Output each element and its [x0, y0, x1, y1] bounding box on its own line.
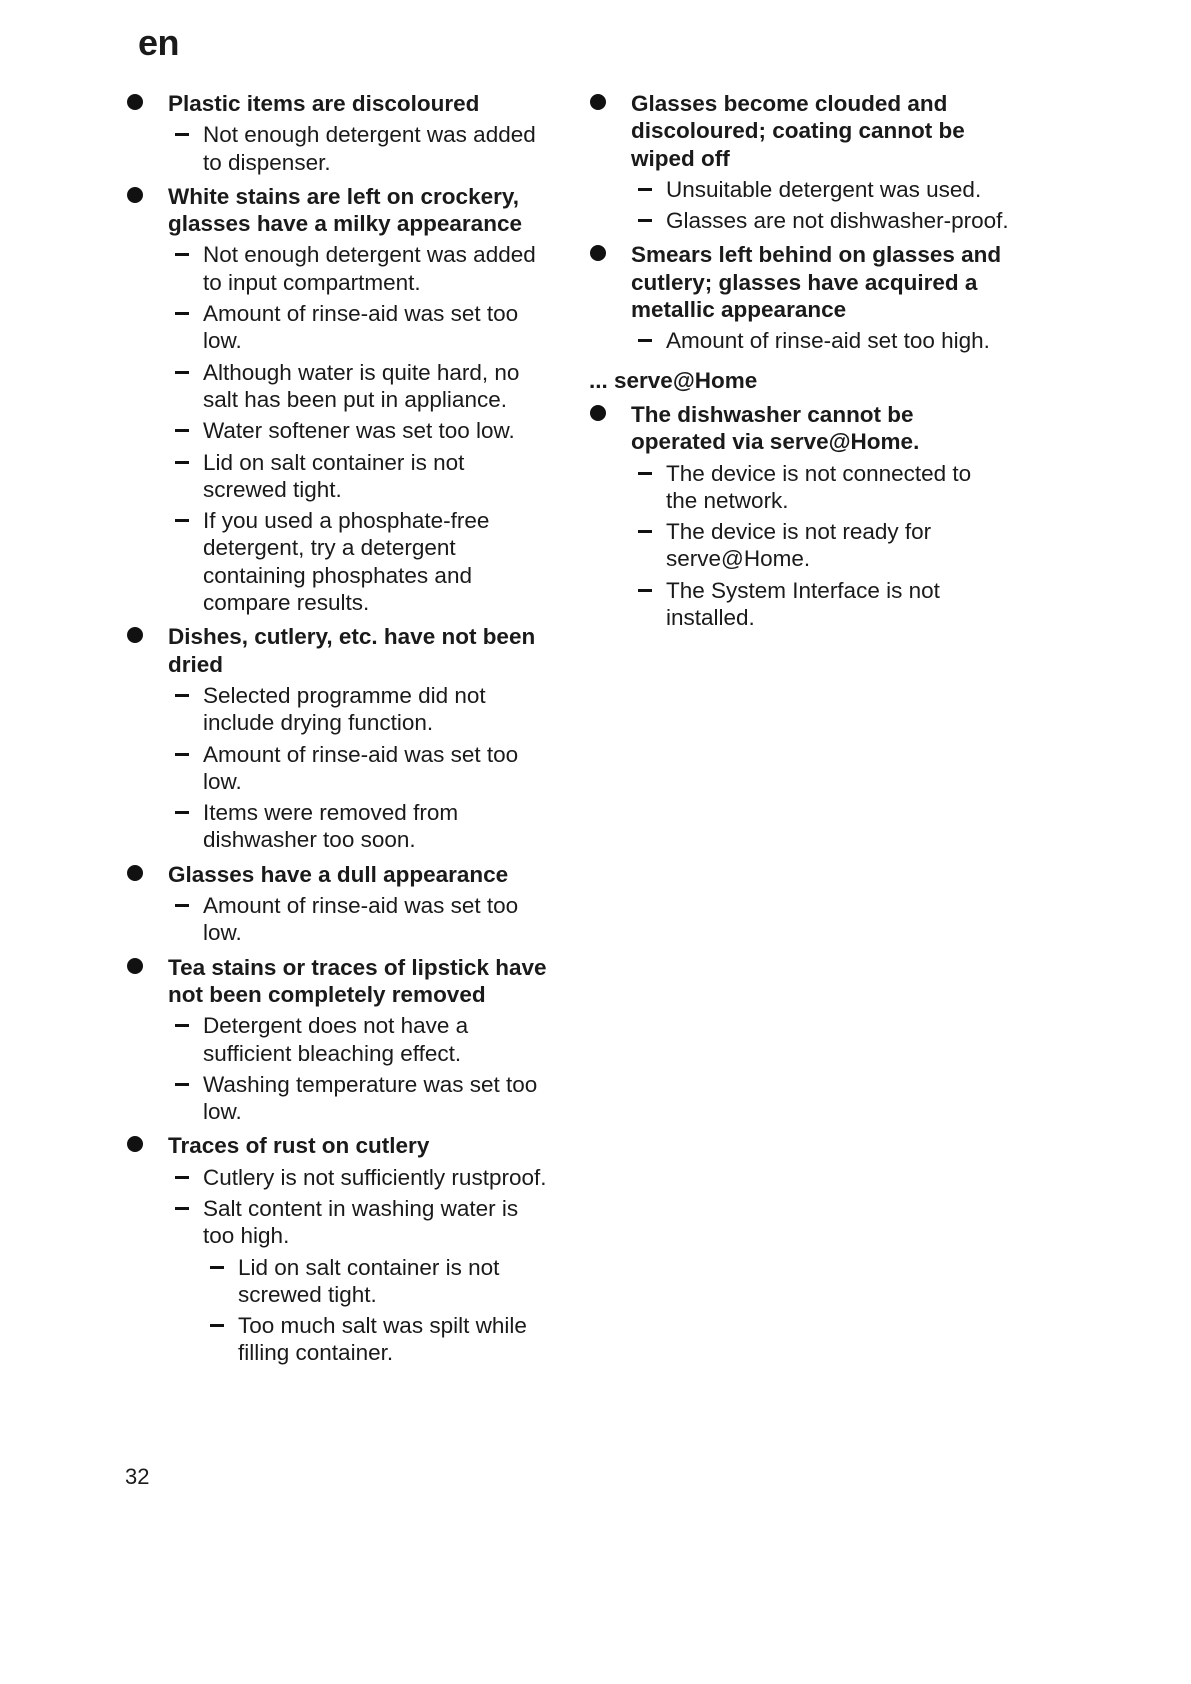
cause-item: [126, 121, 566, 176]
text-line: Selected programme did not: [203, 682, 486, 708]
text-line: Salt content in washing water is: [203, 1195, 519, 1221]
text-line: low.: [203, 920, 242, 946]
text-line: Items were removed from: [203, 800, 459, 826]
left-column: [126, 90, 566, 1367]
text-line: White stains are left on crockery,: [168, 183, 519, 209]
text-line: Amount of rinse-aid set too high.: [666, 328, 990, 354]
cause-item: [589, 176, 1029, 203]
text-line: Unsuitable detergent was used.: [666, 176, 982, 202]
cause-item: [126, 1012, 566, 1067]
text-line: Not enough detergent was added: [203, 122, 536, 148]
text-line: Detergent does not have a: [203, 1013, 469, 1039]
text-line: too high.: [203, 1223, 290, 1249]
text-line: screwed tight.: [203, 476, 342, 502]
text-line: Glasses become clouded and: [631, 91, 948, 116]
dash-icon: [638, 188, 652, 191]
cause-item: [126, 741, 566, 796]
text-line: Glasses are not dishwasher-proof.: [666, 208, 1009, 234]
bullet-icon: [127, 958, 143, 974]
dash-icon: [175, 371, 189, 374]
sub-cause-item: [126, 1254, 566, 1309]
cause-item: [126, 799, 566, 854]
bullet-icon: [590, 245, 606, 261]
text-line: Water softener was set too low.: [203, 418, 515, 444]
dash-icon: [175, 133, 189, 136]
language-label: en: [138, 22, 180, 63]
problem-heading: [126, 1132, 566, 1159]
dash-icon: [638, 339, 652, 342]
text-line: sufficient bleaching effect.: [203, 1040, 462, 1066]
sub-cause-item: [126, 1312, 566, 1367]
text-line: serve@Home.: [666, 546, 811, 572]
cause-item: [126, 892, 566, 947]
right-column: [589, 90, 1029, 631]
text-line: dried: [168, 651, 224, 677]
text-line: low.: [203, 768, 242, 794]
text-line: Too much salt was spilt while: [238, 1313, 527, 1339]
text-line: detergent, try a detergent: [203, 535, 456, 561]
text-line: Lid on salt container is not: [238, 1254, 500, 1280]
text-line: low.: [203, 328, 242, 354]
dash-icon: [210, 1266, 224, 1269]
dash-icon: [175, 1024, 189, 1027]
problem-heading: [589, 241, 1029, 323]
dash-icon: [210, 1324, 224, 1327]
dash-icon: [175, 253, 189, 256]
bullet-icon: [127, 627, 143, 643]
text-line: installed.: [666, 605, 755, 631]
text-line: Plastic items are discoloured: [168, 91, 480, 116]
text-line: to input compartment.: [203, 269, 421, 295]
text-line: operated via serve@Home.: [631, 429, 920, 455]
text-line: compare results.: [203, 590, 370, 616]
text-line: Although water is quite hard, no: [203, 359, 520, 385]
text-line: Amount of rinse-aid was set too: [203, 893, 519, 919]
text-line: Washing temperature was set too: [203, 1071, 538, 1097]
dash-icon: [175, 1083, 189, 1086]
dash-icon: [175, 461, 189, 464]
text-line: The System Interface is not: [666, 577, 940, 603]
text-line: Tea stains or traces of lipstick have: [168, 954, 547, 980]
text-line: The device is not connected to: [666, 460, 972, 486]
text-line: include drying function.: [203, 710, 434, 736]
cause-item: [589, 518, 1029, 573]
bullet-icon: [590, 94, 606, 110]
text-line: dishwasher too soon.: [203, 827, 416, 853]
dash-icon: [175, 312, 189, 315]
text-line: Traces of rust on cutlery: [168, 1133, 430, 1159]
cause-item: [126, 300, 566, 355]
cause-item: [126, 507, 566, 616]
cause-item: [126, 1164, 566, 1191]
cause-item: [126, 417, 566, 444]
text-line: Amount of rinse-aid was set too: [203, 301, 519, 327]
text-line: wiped off: [631, 145, 730, 171]
text-line: Dishes, cutlery, etc. have not been: [168, 624, 536, 650]
text-line: If you used a phosphate-free: [203, 508, 490, 534]
text-line: metallic appearance: [631, 297, 847, 323]
text-line: The device is not ready for: [666, 519, 932, 545]
problem-heading: [126, 954, 566, 1009]
problem-heading: [126, 861, 566, 888]
cause-item: [589, 577, 1029, 632]
text-line: Amount of rinse-aid was set too: [203, 741, 519, 767]
dash-icon: [638, 530, 652, 533]
problem-heading: [126, 623, 566, 678]
cause-item: [126, 241, 566, 296]
cause-item: [126, 359, 566, 414]
text-line: to dispenser.: [203, 149, 331, 175]
cause-item: [126, 1195, 566, 1250]
text-line: the network.: [666, 487, 789, 513]
dash-icon: [175, 753, 189, 756]
text-line: The dishwasher cannot be: [631, 401, 914, 427]
text-line: Not enough detergent was added: [203, 242, 536, 268]
cause-item: [126, 449, 566, 504]
bullet-icon: [127, 187, 143, 203]
text-line: Cutlery is not sufficiently rustproof.: [203, 1164, 547, 1190]
cause-item: [589, 207, 1029, 234]
cause-item: [589, 460, 1029, 515]
dash-icon: [175, 1207, 189, 1210]
dash-icon: [638, 472, 652, 475]
cause-item: [126, 1071, 566, 1126]
dash-icon: [175, 429, 189, 432]
text-line: Smears left behind on glasses and: [631, 242, 1002, 268]
bullet-icon: [590, 405, 606, 421]
text-line: ... serve@Home: [589, 367, 758, 393]
text-line: screwed tight.: [238, 1281, 377, 1307]
text-line: low.: [203, 1099, 242, 1125]
text-line: salt has been put in appliance.: [203, 386, 507, 412]
problem-heading: [126, 183, 566, 238]
dash-icon: [175, 811, 189, 814]
problem-heading: [589, 401, 1029, 456]
problem-heading: [126, 90, 566, 117]
text-line: filling container.: [238, 1340, 394, 1366]
cause-item: [126, 682, 566, 737]
section-title: [589, 367, 1029, 394]
dash-icon: [638, 589, 652, 592]
text-line: discoloured; coating cannot be: [631, 118, 965, 144]
bullet-icon: [127, 94, 143, 110]
problem-heading: [589, 90, 1029, 172]
dash-icon: [175, 904, 189, 907]
cause-item: [589, 327, 1029, 354]
page-number: 32: [125, 1464, 150, 1489]
text-line: Glasses have a dull appearance: [168, 861, 509, 887]
text-line: glasses have a milky appearance: [168, 211, 522, 237]
dash-icon: [175, 1176, 189, 1179]
bullet-icon: [127, 865, 143, 881]
text-line: containing phosphates and: [203, 562, 472, 588]
text-line: cutlery; glasses have acquired a: [631, 269, 978, 295]
dash-icon: [175, 519, 189, 522]
text-line: not been completely removed: [168, 981, 486, 1007]
bullet-icon: [127, 1136, 143, 1152]
dash-icon: [638, 219, 652, 222]
text-line: Lid on salt container is not: [203, 449, 465, 475]
dash-icon: [175, 694, 189, 697]
